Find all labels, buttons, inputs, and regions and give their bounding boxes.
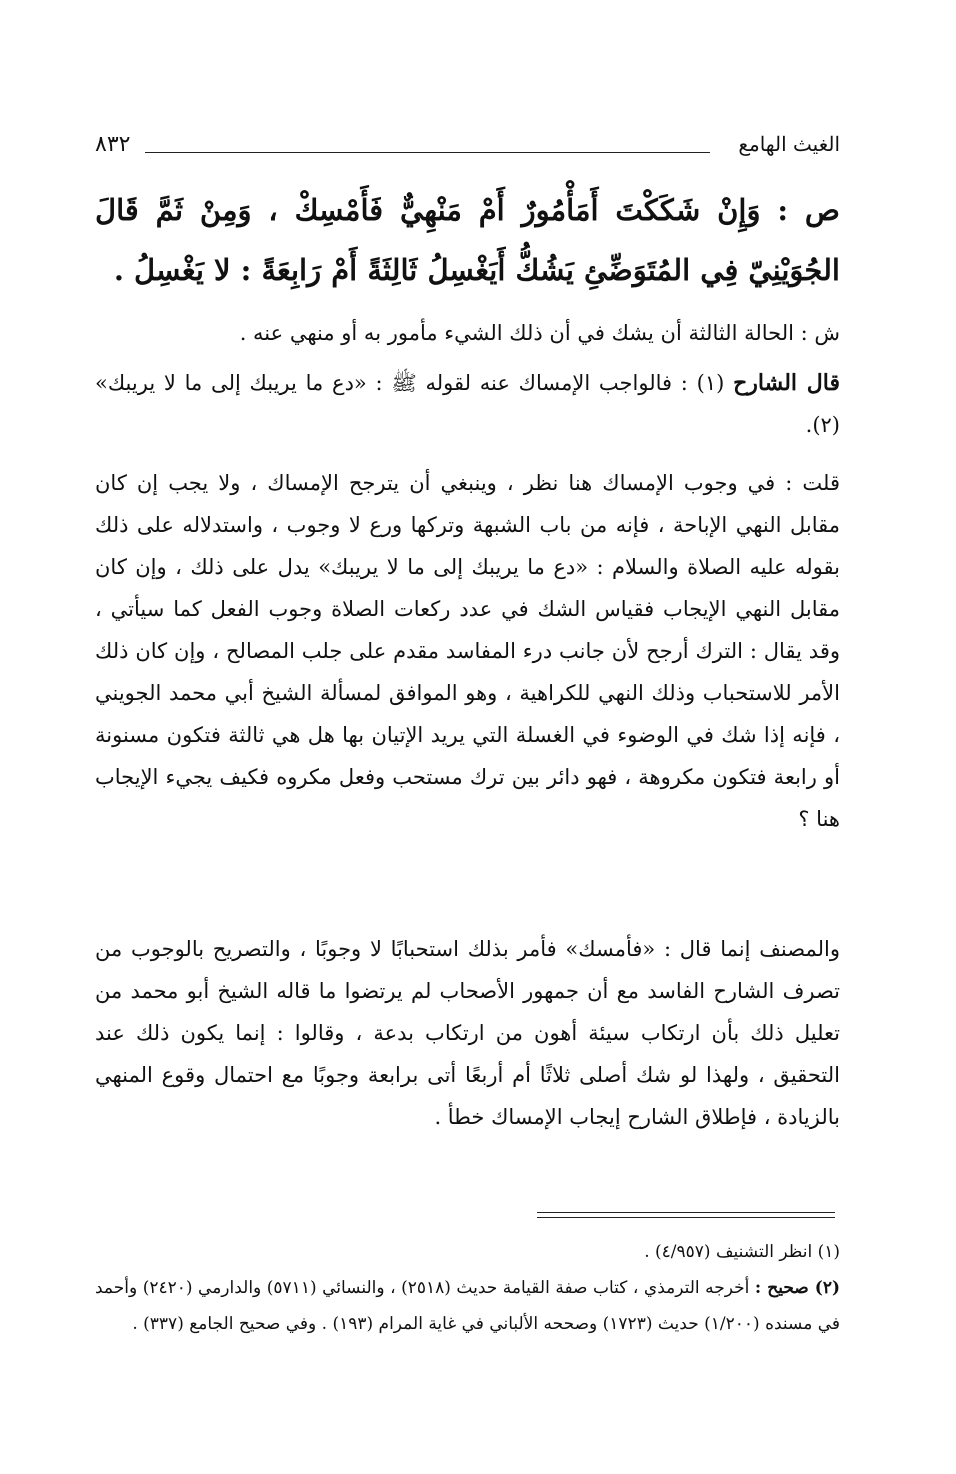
running-header [95,132,840,172]
paragraph-1: قلت : في وجوب الإمساك هنا نظر ، وينبغي أن يترجح الإمساك ، ولا يجب إن كان مقابل النهي الإباحة ، فإنه من باب الشبهة وتركها ورع لا وجوب ، واستدلاله على ذلك بقوله عليه الصلاة والسلام : «دع ما يريبك إلى ما لا يريبك» يدل على ذلك ، وإن كان مقابل النهي الإيجاب فقياس الشك في عدد ركعات الصلاة وجوب الفعل كما سيأتي ، وقد يقال : الترك أرجح لأن جانب درء المفاسد مقدم على جلب المصالح ، وإن كان ذلك الأمر للاستحباب وذلك النهي للكراهية ، وهو الموافق لمسألة الشيخ أبي محمد الجويني ، فإنه إذا شك في الوضوء في الغسلة التي يريد الإتيان بها هل هي ثالثة فتكون مسنونة أو رابعة فتكون مكروهة ، فهو دائر بين ترك مستحب وفعل مكروه فكيف يجيء الإيجاب هنا ؟ [95,471,840,831]
footnote-divider [537,1212,835,1222]
sharh-line: ش : الحالة الثالثة أن يشك في أن ذلك الشيء مأمور به أو منهي عنه . [239,321,840,345]
matn-text: ص : وَإِنْ شَكَكْتَ أَمَأْمُورٌ أَمْ مَنْهِيٌّ فَأَمْسِكْ ، وَمِنْ ثَمَّ قَالَ الجُوَيْنِيّ فِي المُتَوَضِّئِ يَشُكُّ أَيَغْسِلُ ثَالِثَةً أَمْ رَابِعَةً : لا يَغْسِلُ . [95,193,840,287]
sharh-quote [95,362,840,446]
sharh-lead: قال الشارح [733,370,840,396]
footnotes [95,1234,840,1342]
header-rule [145,152,710,153]
sharh-quote-text: (١) : فالواجب الإمساك عنه لقوله ﷺ : «دع ما يريبك إلى ما لا يريبك» (٢). [95,371,840,437]
footnote-1: (١) انظر التشنيف (٤/٩٥٧) . [644,1242,840,1262]
book-title: الغيث الهامع [738,132,840,156]
footnote-2 [95,1270,840,1342]
page-number: ٨٣٢ [95,132,131,157]
paragraph-2: والمصنف إنما قال : «فأمسك» فأمر بذلك استحبابًا لا وجوبًا ، والتصريح بالوجوب من تصرف الشارح الفاسد مع أن جمهور الأصحاب لم يرتضوا ما قاله الشيخ أبو محمد من تعليل ذلك بأن ارتكاب سيئة أهون من ارتكاب بدعة ، وقالوا : إنما يكون ذلك عند التحقيق ، ولهذا لو شك أصلى ثلاثًا أم أربعًا أتى برابعة وجوبًا مع احتمال وقوع المنهي بالزيادة ، فإطلاق الشارح إيجاب الإمساك خطأ . [95,937,841,1129]
footnote-2-label: (٢) صحيح : [754,1278,840,1298]
footnote-2-text: أخرجه الترمذي ، كتاب صفة القيامة حديث (٢٥١٨) ، والنسائي (٥٧١١) والدارمي (٢٤٢٠) وأحمد في مسنده (١/٢٠٠) حديث (١٧٢٣) وصححه الألباني في غاية المرام (١٩٣) . وفي صحيح الجامع (٣٣٧) . [95,1278,840,1334]
